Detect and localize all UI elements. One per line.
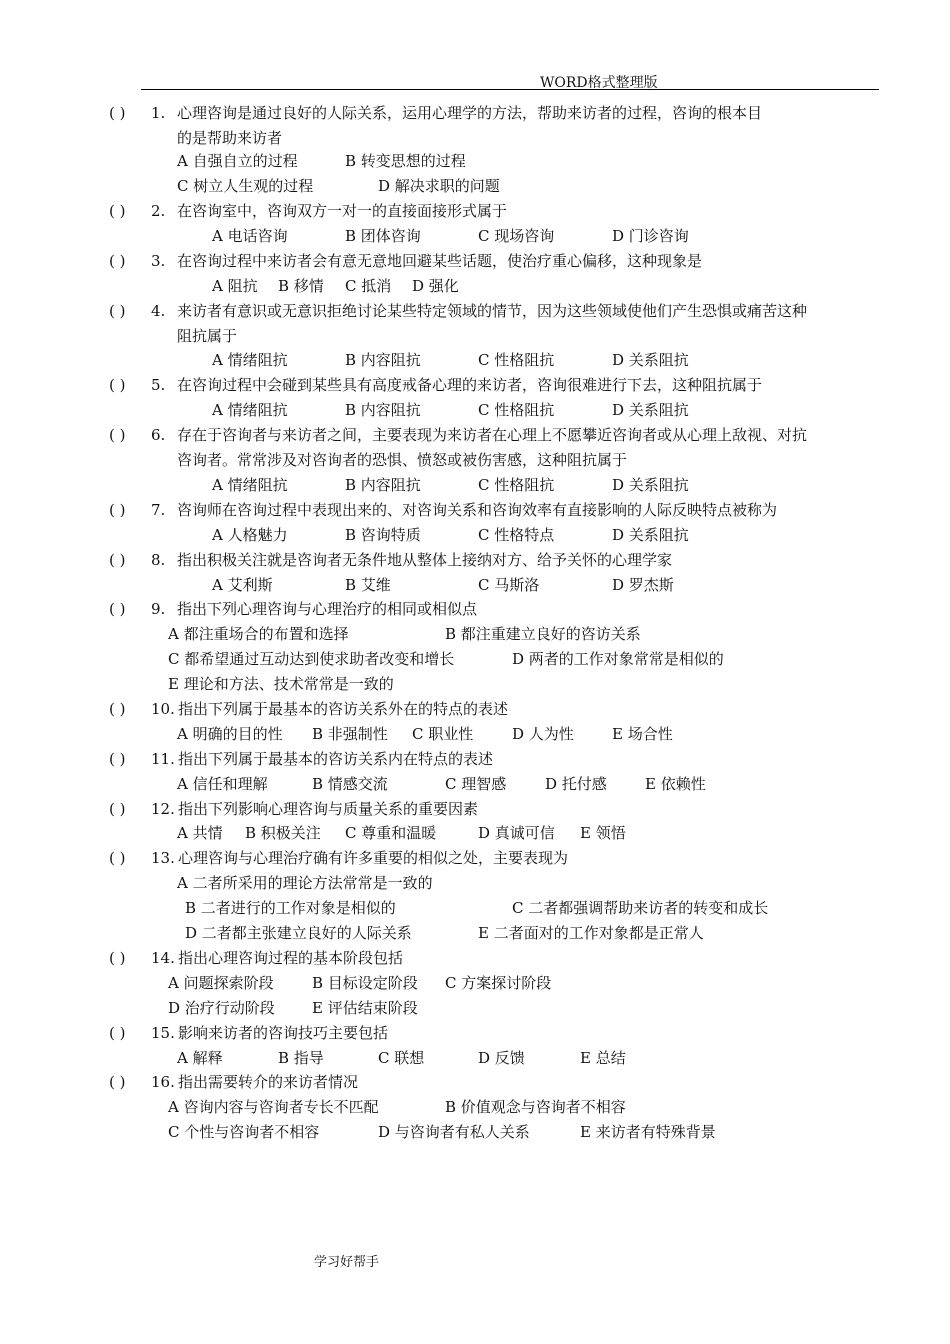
answer-option: D 强化 (412, 277, 459, 295)
answer-blank: ( ) (109, 501, 126, 519)
question-stem: 心理咨询与心理治疗确有许多重要的相似之处，主要表现为 (178, 849, 569, 867)
answer-option: A 情绪阻抗 (212, 401, 288, 419)
question-stem: 阻抗属于 (177, 327, 238, 345)
answer-option: A 情绪阻抗 (212, 351, 288, 369)
answer-option: B 移情 (278, 277, 324, 295)
page-footer: 学习好帮手 (314, 1255, 380, 1270)
answer-blank: ( ) (109, 1024, 126, 1042)
question-stem: 存在于咨询者与来访者之间，主要表现为来访者在心理上不愿攀近咨询者或从心理上敌视、对抗 (177, 426, 808, 444)
answer-option: B 价值观念与咨询者不相容 (445, 1098, 626, 1116)
answer-option: C 现场咨询 (478, 227, 555, 245)
question-number: 6. (151, 426, 166, 444)
answer-option: C 树立人生观的过程 (177, 177, 314, 195)
question-stem: 指出心理咨询过程的基本阶段包括 (178, 949, 404, 967)
question-number: 3. (151, 252, 166, 270)
answer-blank: ( ) (109, 949, 126, 967)
question-stem: 来访者有意识或无意识拒绝讨论某些特定领域的情节，因为这些领域使他们产生恐惧或痛苦这种 (177, 302, 808, 320)
answer-option: C 都希望通过互动达到使求助者改变和增长 (168, 650, 455, 668)
answer-option: D 关系阻抗 (612, 476, 689, 494)
answer-option: B 积极关注 (245, 824, 321, 842)
answer-option: B 团体咨询 (345, 227, 421, 245)
question-stem: 指出下列心理咨询与心理治疗的相同或相似点 (177, 600, 478, 618)
answer-option: C 职业性 (412, 725, 474, 743)
answer-option: A 二者所采用的理论方法常常是一致的 (177, 874, 433, 892)
answer-option: C 联想 (378, 1049, 425, 1067)
answer-blank: ( ) (109, 202, 126, 220)
answer-blank: ( ) (109, 750, 126, 768)
answer-option: E 二者面对的工作对象都是正常人 (478, 924, 704, 942)
answer-option: B 内容阻抗 (345, 476, 421, 494)
question-stem: 影响来访者的咨询技巧主要包括 (178, 1024, 389, 1042)
answer-option: C 性格特点 (478, 526, 555, 544)
question-stem: 咨询者。常常涉及对咨询者的恐惧、愤怒或被伤害感，这种阻抗属于 (177, 451, 628, 469)
answer-option: D 解决求职的问题 (378, 177, 500, 195)
answer-option: A 共情 (177, 824, 223, 842)
question-number: 2. (151, 202, 166, 220)
answer-option: D 两者的工作对象常常是相似的 (512, 650, 724, 668)
answer-option: C 理智感 (445, 775, 507, 793)
answer-blank: ( ) (109, 700, 126, 718)
answer-option: E 领悟 (580, 824, 626, 842)
answer-blank: ( ) (109, 104, 126, 122)
question-stem: 在咨询室中，咨询双方一对一的直接面接形式属于 (177, 202, 508, 220)
answer-option: A 人格魅力 (212, 526, 288, 544)
answer-option: E 依赖性 (645, 775, 706, 793)
answer-option: E 理论和方法、技术常常是一致的 (168, 675, 394, 693)
answer-option: B 情感交流 (312, 775, 388, 793)
answer-option: A 自强自立的过程 (177, 152, 298, 170)
answer-option: C 个性与咨询者不相容 (168, 1123, 320, 1141)
answer-option: D 托付感 (545, 775, 607, 793)
question-number: 7. (151, 501, 166, 519)
question-number: 1. (151, 104, 166, 122)
question-number: 10. (151, 700, 175, 718)
answer-option: D 关系阻抗 (612, 351, 689, 369)
question-number: 15. (151, 1024, 175, 1042)
question-stem: 指出需要转介的来访者情况 (178, 1073, 359, 1091)
answer-option: D 二者都主张建立良好的人际关系 (185, 924, 412, 942)
answer-blank: ( ) (109, 1073, 126, 1091)
answer-option: A 信任和理解 (177, 775, 268, 793)
question-number: 5. (151, 376, 166, 394)
question-number: 4. (151, 302, 166, 320)
answer-option: C 二者都强调帮助来访者的转变和成长 (512, 899, 769, 917)
answer-option: D 真诚可信 (478, 824, 555, 842)
answer-option: C 性格阻抗 (478, 476, 555, 494)
answer-option: A 问题探索阶段 (168, 974, 274, 992)
answer-option: D 罗杰斯 (612, 576, 674, 594)
answer-option: B 目标设定阶段 (312, 974, 418, 992)
answer-option: D 关系阻抗 (612, 526, 689, 544)
question-number: 12. (151, 800, 175, 818)
answer-option: D 治疗行动阶段 (168, 999, 275, 1017)
question-stem: 指出下列影响心理咨询与质量关系的重要因素 (178, 800, 479, 818)
answer-option: A 电话咨询 (212, 227, 288, 245)
question-stem: 指出下列属于最基本的咨访关系内在特点的表述 (178, 750, 494, 768)
answer-blank: ( ) (109, 600, 126, 618)
answer-option: C 马斯洛 (478, 576, 540, 594)
answer-blank: ( ) (109, 376, 126, 394)
answer-option: E 评估结束阶段 (312, 999, 418, 1017)
answer-option: A 咨询内容与咨询者专长不匹配 (168, 1098, 379, 1116)
answer-option: B 转变思想的过程 (345, 152, 466, 170)
question-stem: 的是帮助来访者 (177, 129, 283, 147)
answer-option: B 咨询特质 (345, 526, 421, 544)
answer-blank: ( ) (109, 849, 126, 867)
answer-option: D 关系阻抗 (612, 401, 689, 419)
answer-option: E 场合性 (612, 725, 673, 743)
question-number: 9. (151, 600, 166, 618)
answer-option: A 情绪阻抗 (212, 476, 288, 494)
question-number: 14. (151, 949, 175, 967)
answer-option: B 内容阻抗 (345, 401, 421, 419)
question-stem: 指出积极关注就是咨询者无条件地从整体上接纳对方、给予关怀的心理学家 (177, 551, 673, 569)
answer-option: C 性格阻抗 (478, 351, 555, 369)
header-title: WORD格式整理版 (540, 75, 658, 91)
answer-blank: ( ) (109, 252, 126, 270)
question-number: 8. (151, 551, 166, 569)
answer-option: B 内容阻抗 (345, 351, 421, 369)
answer-option: A 阻抗 (212, 277, 258, 295)
answer-option: B 非强制性 (312, 725, 388, 743)
answer-option: B 都注重建立良好的咨访关系 (445, 625, 641, 643)
answer-blank: ( ) (109, 551, 126, 569)
answer-option: B 指导 (278, 1049, 324, 1067)
answer-option: C 抵消 (345, 277, 392, 295)
answer-blank: ( ) (109, 302, 126, 320)
answer-option: C 性格阻抗 (478, 401, 555, 419)
answer-option: D 反馈 (478, 1049, 525, 1067)
answer-option: E 来访者有特殊背景 (580, 1123, 716, 1141)
answer-blank: ( ) (109, 800, 126, 818)
question-number: 16. (151, 1073, 175, 1091)
question-stem: 心理咨询是通过良好的人际关系，运用心理学的方法，帮助来访者的过程，咨询的根本目 (177, 104, 763, 122)
question-stem: 指出下列属于最基本的咨访关系外在的特点的表述 (178, 700, 509, 718)
question-stem: 咨询师在咨询过程中表现出来的、对咨询关系和咨询效率有直接影响的人际反映特点被称为 (177, 501, 778, 519)
answer-option: A 明确的目的性 (177, 725, 283, 743)
answer-option: D 与咨询者有私人关系 (378, 1123, 530, 1141)
answer-option: C 方案探讨阶段 (445, 974, 552, 992)
answer-option: A 都注重场合的布置和选择 (168, 625, 349, 643)
answer-option: B 二者进行的工作对象是相似的 (185, 899, 396, 917)
answer-blank: ( ) (109, 426, 126, 444)
question-number: 13. (151, 849, 175, 867)
answer-option: E 总结 (580, 1049, 626, 1067)
answer-option: B 艾维 (345, 576, 391, 594)
answer-option: D 人为性 (512, 725, 574, 743)
answer-option: C 尊重和温暖 (345, 824, 437, 842)
question-stem: 在咨询过程中来访者会有意无意地回避某些话题，使治疗重心偏移，这种现象是 (177, 252, 703, 270)
answer-option: A 艾利斯 (212, 576, 273, 594)
answer-option: D 门诊咨询 (612, 227, 689, 245)
question-stem: 在咨询过程中会碰到某些具有高度戒备心理的来访者，咨询很难进行下去，这种阻抗属于 (177, 376, 763, 394)
question-number: 11. (151, 750, 175, 768)
header-rule (141, 89, 879, 90)
answer-option: A 解释 (177, 1049, 223, 1067)
